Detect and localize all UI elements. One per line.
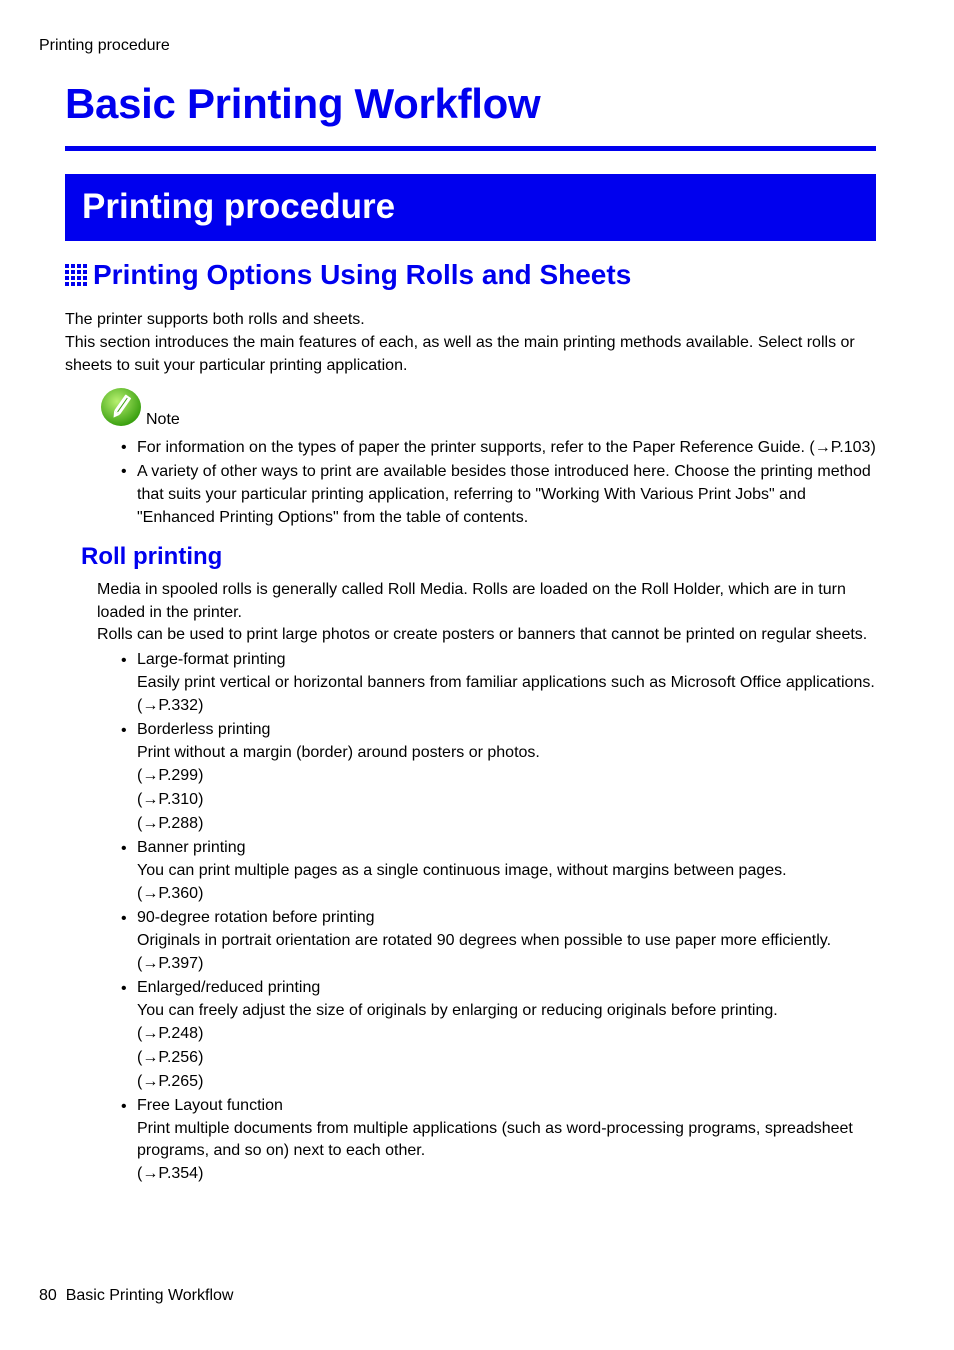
page-reference-link[interactable]: (→P.332) <box>137 697 204 714</box>
feature-description: Print without a margin (border) around posters or photos. <box>137 744 540 761</box>
subsection-title: Printing Options Using Rolls and Sheets <box>93 259 632 290</box>
grid-icon <box>65 264 87 286</box>
page-reference-link[interactable]: (→P.256) <box>137 1049 204 1066</box>
page-reference-link[interactable]: (→P.265) <box>137 1073 204 1090</box>
feature-label: • Large-format printing <box>137 651 286 668</box>
intro-text <box>65 308 865 377</box>
feature-description: Originals in portrait orientation are rotated 90 degrees when possible to use paper more efficiently. <box>137 932 832 949</box>
page-reference-link[interactable]: (→P.248) <box>137 1025 204 1042</box>
page-reference-link[interactable]: (→P.397) <box>137 955 204 972</box>
section-banner <box>65 174 876 241</box>
feature-list <box>121 649 881 1187</box>
feature-label: • Banner printing <box>137 839 246 856</box>
feature-label: • 90-degree rotation before printing <box>137 909 375 926</box>
feature-description: You can print multiple pages as a single continuous image, without margins between pages. <box>137 862 787 879</box>
feature-label: • Borderless printing <box>137 721 271 738</box>
chapter-title: Basic Printing Workflow <box>65 80 541 127</box>
running-header: Printing procedure <box>39 37 170 54</box>
feature-description: Print multiple documents from multiple applications (such as word-processing programs, spreadsheet programs, and so on) next to each other. <box>137 1120 853 1159</box>
page-reference-link[interactable]: (→P.354) <box>137 1165 204 1182</box>
feature-item <box>121 719 881 836</box>
feature-item <box>121 649 881 718</box>
roll-printing-heading: Roll printing <box>81 543 223 570</box>
roll-intro-paragraph: Media in spooled rolls is generally called Roll Media. Rolls are loaded on the Roll Holder, which are in turn loaded in the printer. <box>97 581 846 621</box>
feature-item <box>121 977 881 1094</box>
section-title: Printing procedure <box>82 187 396 226</box>
feature-description: Easily print vertical or horizontal banners from familiar applications such as Microsoft Office applications. <box>137 674 875 691</box>
page-number: 80 <box>39 1287 57 1304</box>
feature-label: • Enlarged/reduced printing <box>137 979 321 996</box>
list-item: • A variety of other ways to print are available besides those introduced here. Choose the printing method that suits your particular printing application, referring to "Working With Various Print Jobs" and "Enhanced Printing Options" from the table of contents. <box>121 460 881 529</box>
subsection-heading <box>65 259 631 291</box>
page-reference-link[interactable]: (→P.299) <box>137 767 204 784</box>
list-item: • For information on the types of paper the printer supports, refer to the Paper Reference Guide. (→P.103) <box>121 436 881 459</box>
intro-paragraph: This section introduces the main features of each, as well as the main printing methods available. Select rolls or sheets to suit your particular printing application. <box>65 334 855 374</box>
roll-intro-paragraph: Rolls can be used to print large photos or create posters or banners that cannot be printed on regular sheets. <box>97 626 868 643</box>
page-footer <box>39 1287 233 1305</box>
page-reference-link[interactable]: (→P.360) <box>137 885 204 902</box>
note-list <box>121 436 881 530</box>
intro-paragraph: The printer supports both rolls and sheets. <box>65 311 365 328</box>
feature-item <box>121 837 881 906</box>
pencil-note-icon <box>100 386 142 428</box>
page-reference-link[interactable]: (→P.288) <box>137 815 204 832</box>
page-reference-link[interactable]: (→P.310) <box>137 791 204 808</box>
roll-intro <box>97 579 877 647</box>
footer-chapter: Basic Printing Workflow <box>65 1287 234 1304</box>
feature-description: You can freely adjust the size of originals by enlarging or reducing originals before printing. <box>137 1002 778 1019</box>
feature-label: • Free Layout function <box>137 1097 283 1114</box>
feature-item <box>121 1095 881 1186</box>
chapter-divider <box>65 146 876 151</box>
feature-item <box>121 907 881 976</box>
note-label: Note <box>146 411 180 428</box>
